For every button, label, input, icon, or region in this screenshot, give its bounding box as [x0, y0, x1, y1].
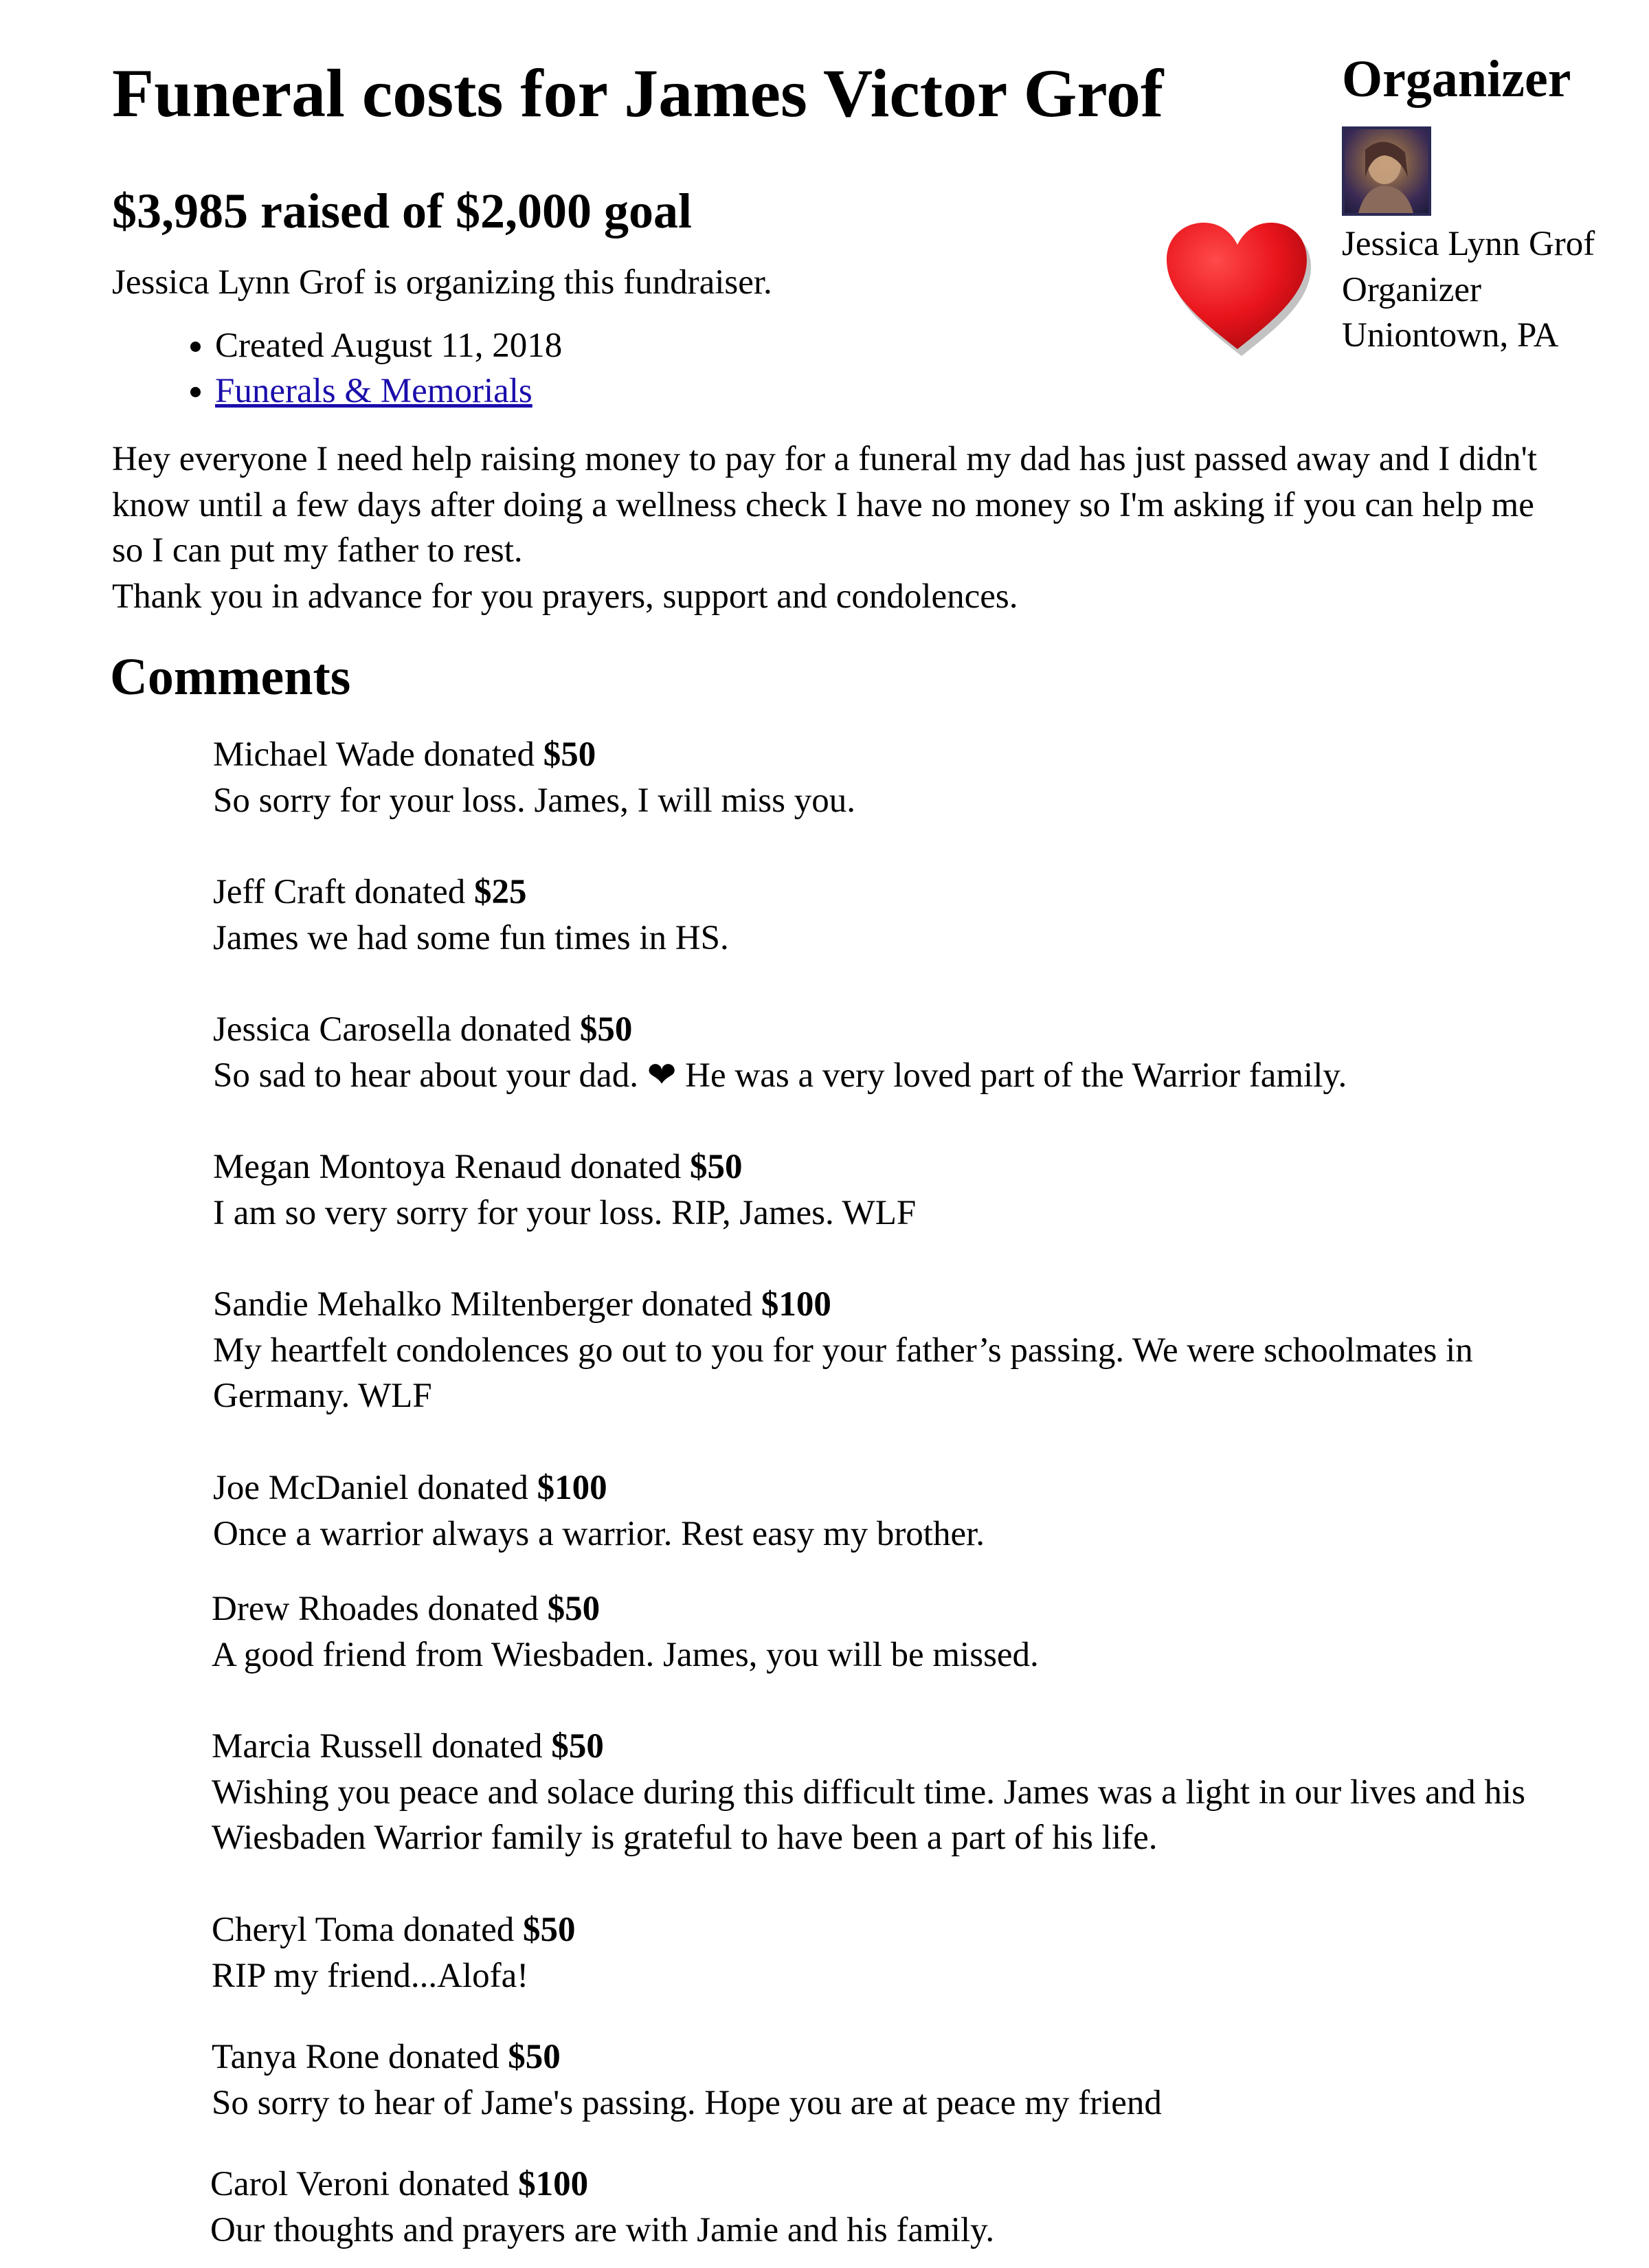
comment-item: [213, 1465, 1539, 1557]
comment-header: [213, 1465, 1539, 1511]
organizer-avatar[interactable]: [1342, 126, 1431, 216]
donor-name: Marcia Russell: [212, 1727, 423, 1766]
comment-item: [212, 1907, 1538, 1999]
donated-word: donated: [641, 1285, 753, 1324]
donation-amount: $50: [543, 735, 596, 774]
donation-amount: $50: [547, 1590, 601, 1628]
comment-text: Once a warrior always a warrior. Rest easy my brother.: [213, 1514, 985, 1553]
organizer-location: Uniontown, PA: [1342, 316, 1559, 355]
comment-text: A good friend from Wiesbaden. James, you will be missed.: [212, 1635, 1039, 1674]
comment-header: [212, 1907, 1538, 1953]
story: [112, 436, 1562, 619]
organizer-heading: Organizer: [1342, 50, 1571, 108]
organizer-role: Organizer: [1342, 270, 1481, 309]
donation-amount: $50: [523, 1911, 576, 1949]
comment-item: [210, 2161, 1536, 2253]
comment-text: James we had some fun times in HS.: [213, 918, 729, 957]
organizing-text: Jessica Lynn Grof is organizing this fundraiser.: [112, 263, 772, 302]
comment-item: [213, 1144, 1539, 1236]
comments-heading: Comments: [110, 648, 351, 706]
donated-word: donated: [417, 1469, 528, 1507]
comment-header: [213, 732, 1539, 778]
donor-name: Sandie Mehalko Miltenberger: [213, 1285, 633, 1324]
donated-word: donated: [403, 1911, 515, 1949]
page-title: Funeral costs for James Victor Grof: [112, 55, 1164, 131]
story-paragraph: Hey everyone I need help raising money to pay for a funeral my dad has just passed away and I didn't know until a few days after doing a wellness check I have no money so I'm asking if you can help me so I can put my father to rest.: [112, 440, 1538, 570]
comment-item: [213, 869, 1539, 961]
donor-name: Carol Veroni: [210, 2165, 390, 2203]
comment-header: [213, 1007, 1539, 1053]
comment-text: So sorry for your loss. James, I will miss you.: [213, 781, 855, 820]
category-link[interactable]: Funerals & Memorials: [215, 372, 532, 410]
donation-amount: $50: [508, 2038, 561, 2076]
donated-word: donated: [431, 1727, 543, 1766]
donation-amount: $50: [690, 1148, 743, 1186]
donor-name: Megan Montoya Renaud: [213, 1148, 562, 1186]
comment-text: I am so very sorry for your loss. RIP, James. WLF: [213, 1193, 917, 1232]
donated-word: donated: [398, 2165, 510, 2203]
story-paragraph: Thank you in advance for you prayers, support and condolences.: [112, 577, 1018, 616]
comment-item: [213, 1007, 1539, 1098]
organizer-name[interactable]: Jessica Lynn Grof: [1342, 225, 1595, 263]
organizer-info: [1342, 221, 1595, 359]
comment-header: [212, 1586, 1538, 1632]
comment-text: So sorry to hear of Jame's passing. Hope you are at peace my friend: [212, 2083, 1162, 2122]
donor-name: Drew Rhoades: [212, 1590, 419, 1628]
donated-word: donated: [354, 873, 466, 911]
donated-word: donated: [423, 735, 535, 774]
comment-header: [213, 1282, 1539, 1328]
donated-word: donated: [460, 1010, 572, 1049]
meta-list: [112, 323, 562, 414]
donor-name: Joe McDaniel: [213, 1469, 409, 1507]
heart-icon: [1161, 220, 1314, 357]
comment-item: [212, 1724, 1538, 1861]
comment-item: [212, 1586, 1538, 1678]
comment-header: [213, 1144, 1539, 1190]
category-item: [215, 368, 562, 414]
donation-amount: $100: [761, 1285, 831, 1324]
created-date: • Created August 11, 2018: [215, 323, 562, 368]
comment-header: [210, 2161, 1536, 2208]
donation-amount: $25: [474, 873, 527, 911]
comment-item: [213, 732, 1539, 823]
avatar-photo-icon: [1345, 129, 1428, 213]
comment-text: My heartfelt condolences go out to you for your father’s passing. We were schoolmates in Germany. WLF: [213, 1331, 1473, 1415]
raised-amount: $3,985 raised of $2,000 goal: [112, 184, 692, 238]
comment-header: [212, 1724, 1538, 1770]
donor-name: Jeff Craft: [213, 873, 346, 911]
donor-name: Jessica Carosella: [213, 1010, 451, 1049]
comment-item: [213, 1282, 1539, 1419]
donor-name: Cheryl Toma: [212, 1911, 395, 1949]
comment-header: [213, 869, 1539, 915]
donation-amount: $100: [537, 1469, 607, 1507]
comment-item: [212, 2034, 1538, 2126]
donated-word: donated: [388, 2038, 500, 2076]
comment-text: RIP my friend...Alofa!: [212, 1956, 529, 1995]
comment-text: Wishing you peace and solace during this difficult time. James was a light in our lives and his Wiesbaden Warrior family is grateful to have been a part of his life.: [212, 1772, 1525, 1857]
donated-word: donated: [570, 1148, 682, 1186]
comment-text: So sad to hear about your dad. ❤ He was a very loved part of the Warrior family.: [213, 1056, 1347, 1095]
donation-amount: $50: [579, 1010, 633, 1049]
donated-word: donated: [427, 1590, 539, 1628]
donation-amount: $50: [551, 1727, 604, 1766]
donation-amount: $100: [518, 2165, 589, 2203]
comment-text: Our thoughts and prayers are with Jamie and his family.: [210, 2210, 995, 2249]
donor-name: Tanya Rone: [212, 2038, 380, 2076]
heart-shape: [1167, 223, 1307, 349]
donor-name: Michael Wade: [213, 735, 415, 774]
comment-header: [212, 2034, 1538, 2080]
